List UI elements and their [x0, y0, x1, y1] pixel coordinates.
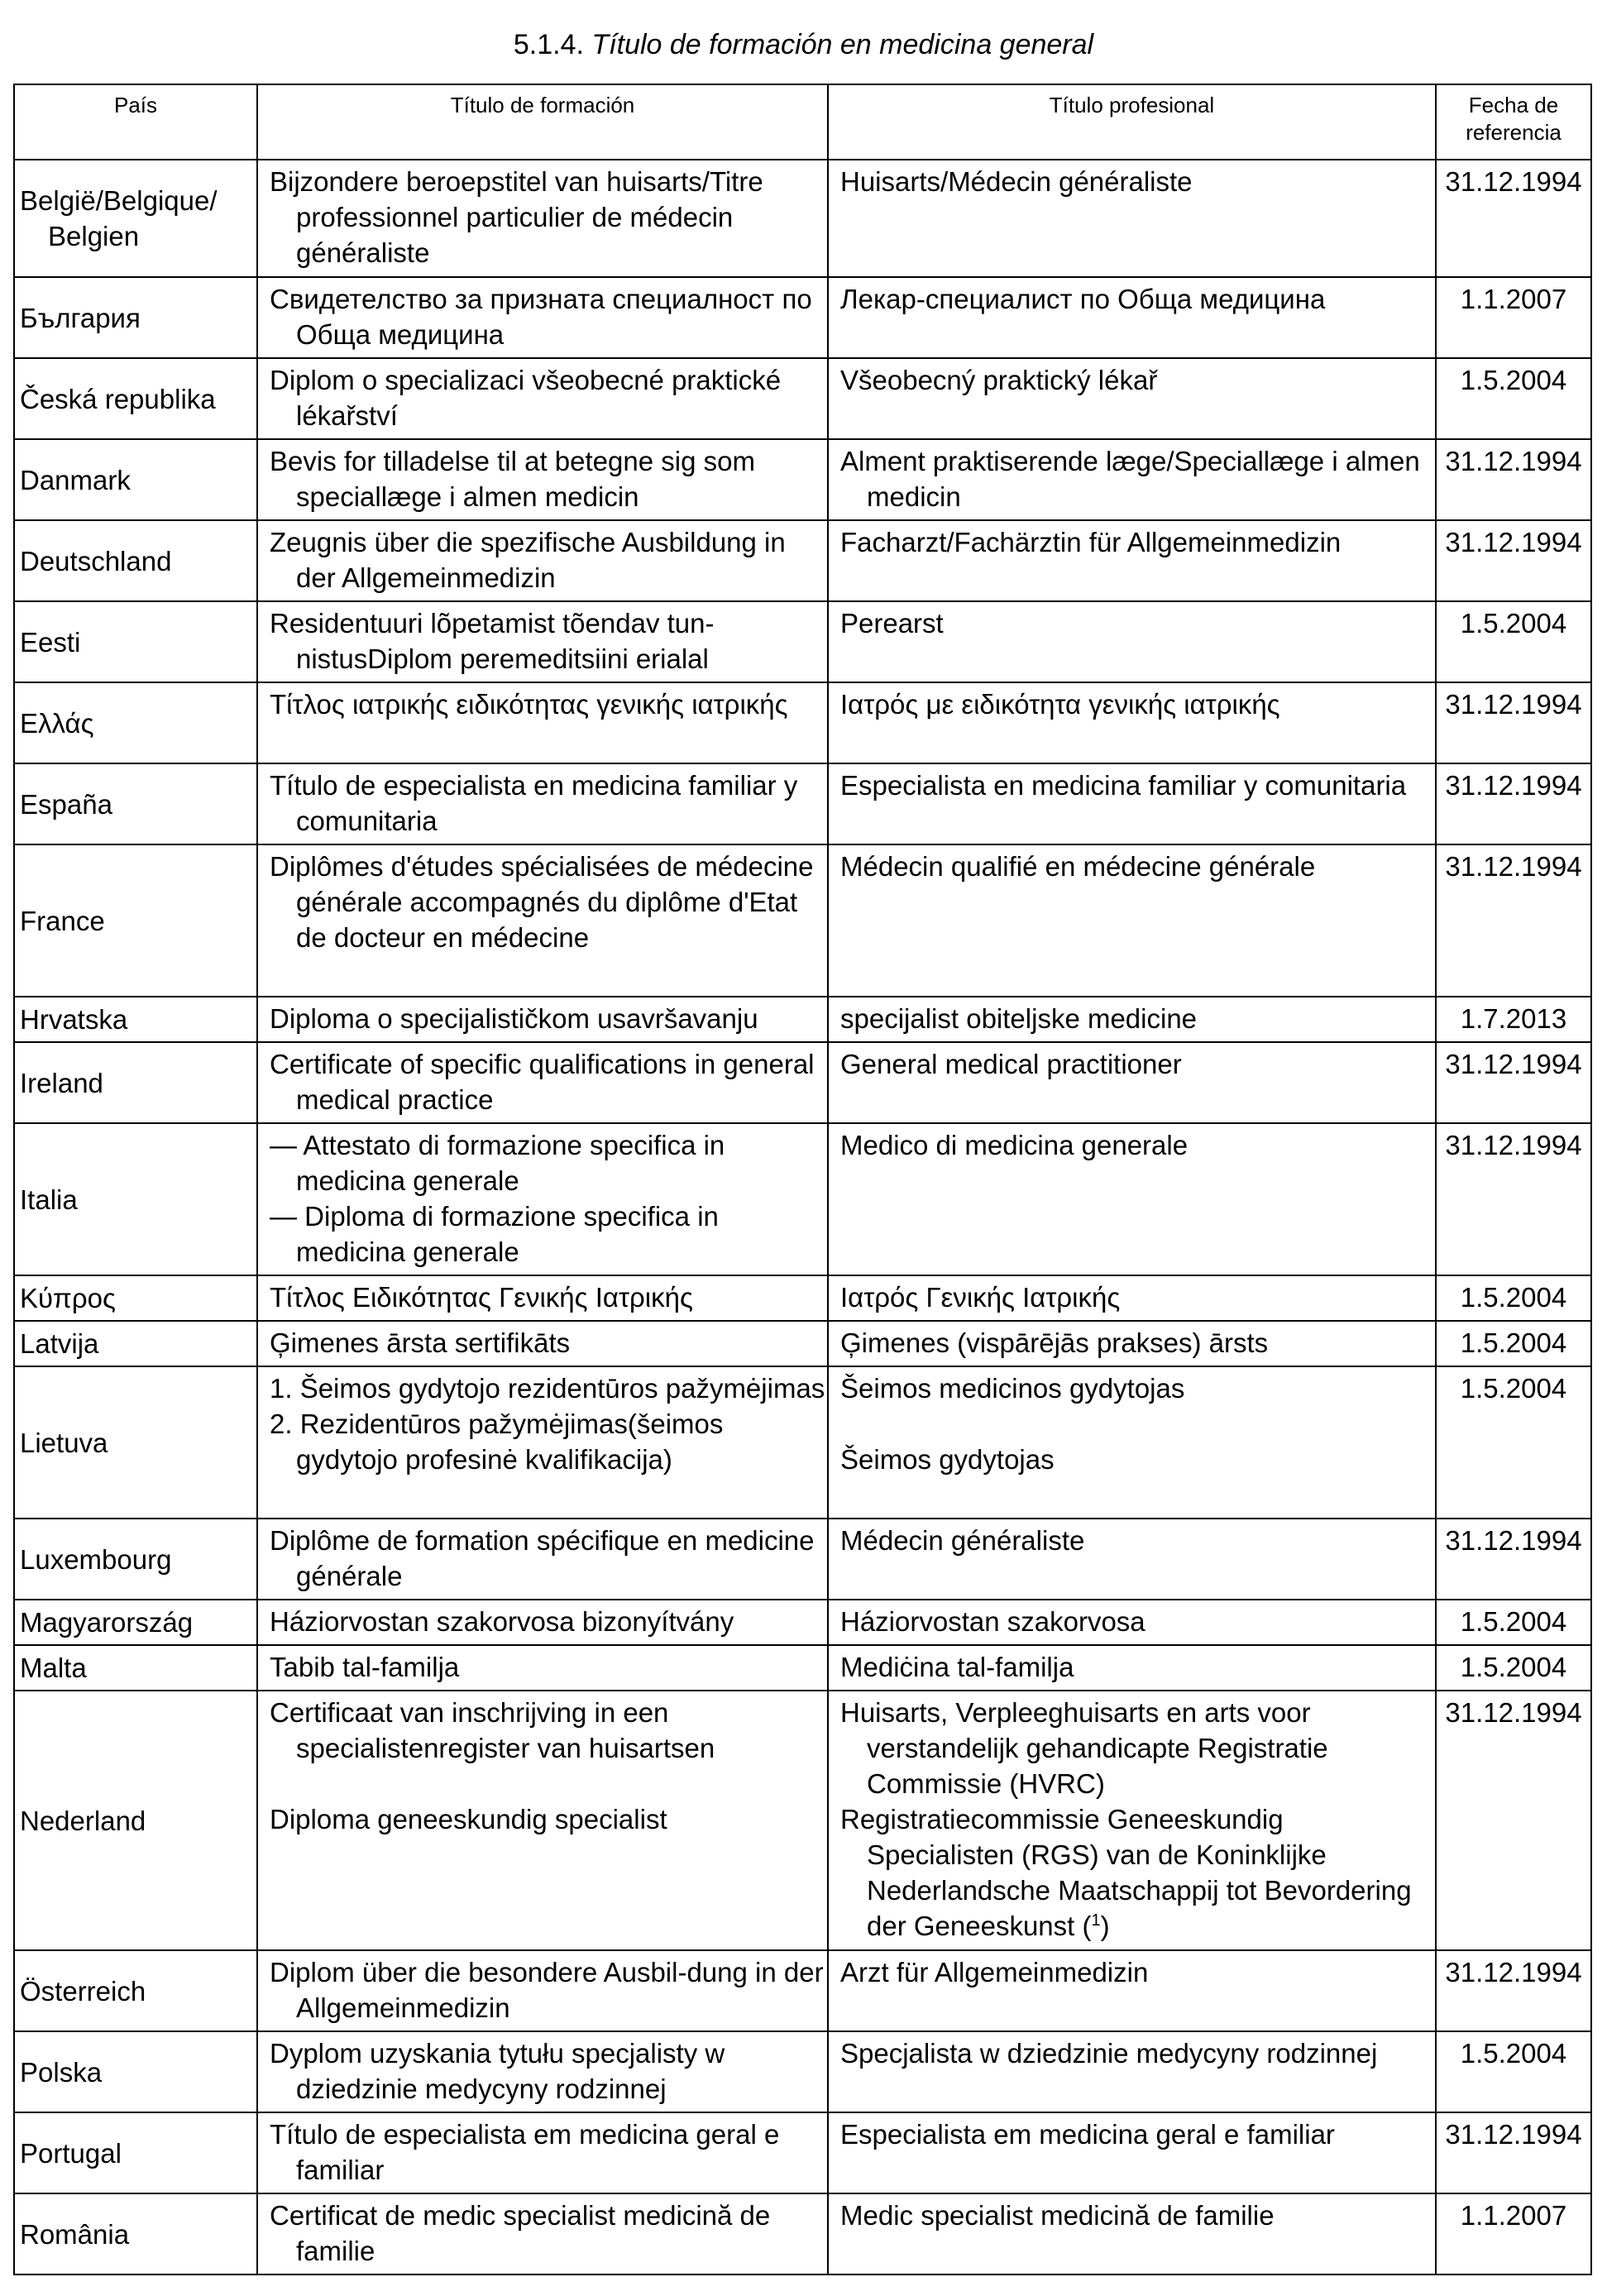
reference-date: 31.12.1994 — [1436, 439, 1591, 520]
table-row — [14, 1600, 1591, 1645]
reference-date: 31.12.1994 — [1436, 520, 1591, 601]
country-cell — [14, 601, 257, 682]
table-row — [14, 2031, 1591, 2112]
professional-title: Ģimenes (vispārējās prakses) ārsts — [840, 1327, 1269, 1358]
table-row — [14, 844, 1591, 997]
table-row — [14, 682, 1591, 763]
country-cell — [14, 439, 257, 520]
table-row — [14, 1123, 1591, 1275]
professional-title-text: Registratiecommissie Geneeskundig Specialisten (RGS) van de Koninklijke Nederlandsche Maatschappij tot Bevordering der Geneeskunst ( — [840, 1804, 1412, 1941]
title-number: 5.1.4. — [513, 29, 584, 60]
qualifications-table — [13, 84, 1592, 2275]
country-cell — [14, 1123, 257, 1275]
header-training: Título de formación — [257, 84, 828, 160]
professional-cell — [828, 2112, 1436, 2193]
country-cell — [14, 997, 257, 1042]
professional-title: Huisarts/Médecin généraliste — [840, 166, 1193, 197]
training-title: Háziorvostan szakorvosa bizonyítvány — [270, 1606, 734, 1637]
reference-date: 31.12.1994 — [1436, 1042, 1591, 1123]
professional-cell — [828, 1042, 1436, 1123]
training-cell — [257, 1321, 828, 1366]
country-cell — [14, 2112, 257, 2193]
country-cell — [14, 277, 257, 358]
training-title-item: 2. Rezidentūros pažymėjimas(šeimos gydytojo profesinė kvalifikacija) — [270, 1409, 724, 1475]
table-row — [14, 358, 1591, 439]
country-cell — [14, 1645, 257, 1691]
training-cell — [257, 1950, 828, 2031]
table-row — [14, 277, 1591, 358]
professional-title: Médecin généraliste — [840, 1525, 1085, 1556]
professional-title: Medico di medicina generale — [840, 1130, 1189, 1160]
table-row — [14, 1519, 1591, 1600]
training-title: Certificat de medic specialist medicină de familie — [270, 2200, 771, 2266]
training-cell — [257, 844, 828, 997]
table-row — [14, 1645, 1591, 1691]
country-name: Eesti — [20, 626, 81, 658]
training-title: Título de especialista em medicina geral e familiar — [270, 2119, 780, 2185]
table-row — [14, 439, 1591, 520]
reference-date: 1.1.2007 — [1436, 2193, 1591, 2274]
reference-date: 1.5.2004 — [1436, 1275, 1591, 1321]
reference-date: 1.5.2004 — [1436, 1645, 1591, 1691]
professional-cell — [828, 277, 1436, 358]
professional-cell — [828, 1950, 1436, 2031]
country-cell — [14, 520, 257, 601]
training-title-item: Diploma geneeskundig specialist — [270, 1804, 667, 1834]
reference-date: 31.12.1994 — [1436, 844, 1591, 997]
professional-title: Alment praktiserende læge/Speciallæge i almen medicin — [840, 446, 1420, 512]
country-name: Luxembourg — [20, 1543, 172, 1575]
country-name: Latvija — [20, 1328, 99, 1359]
training-cell — [257, 682, 828, 763]
professional-cell — [828, 1321, 1436, 1366]
training-title: Tabib tal-familja — [270, 1652, 460, 1682]
professional-title: Arzt für Allgemeinmedizin — [840, 1957, 1149, 1987]
reference-date: 31.12.1994 — [1436, 1519, 1591, 1600]
country-name: Česká republika — [20, 383, 216, 414]
professional-title-item: Šeimos medicinos gydytojas — [840, 1373, 1185, 1404]
country-cell — [14, 1950, 257, 2031]
training-cell — [257, 1519, 828, 1600]
country-name: Österreich — [20, 1975, 146, 2007]
table-row — [14, 763, 1591, 844]
country-name: Malta — [20, 1653, 87, 1683]
training-cell — [257, 1645, 828, 1691]
reference-date: 1.5.2004 — [1436, 2031, 1591, 2112]
reference-date: 1.5.2004 — [1436, 1321, 1591, 1366]
reference-date: 1.7.2013 — [1436, 997, 1591, 1042]
reference-date: 1.1.2007 — [1436, 277, 1591, 358]
training-cell — [257, 763, 828, 844]
training-cell — [257, 1275, 828, 1321]
professional-cell — [828, 439, 1436, 520]
country-name-line2: Belgien — [48, 221, 140, 251]
reference-date: 1.5.2004 — [1436, 601, 1591, 682]
header-row — [14, 84, 1591, 160]
training-title: Diploma o specijalističkom usavršavanju — [270, 1003, 758, 1034]
table-row — [14, 160, 1591, 277]
professional-title: Especialista em medicina geral e familiar — [840, 2119, 1335, 2150]
professional-title: Háziorvostan szakorvosa — [840, 1606, 1145, 1637]
professional-cell — [828, 844, 1436, 997]
professional-title-item — [835, 1801, 1435, 1944]
training-cell — [257, 1600, 828, 1645]
header-country: País — [14, 84, 257, 160]
country-name: România — [20, 2218, 130, 2250]
country-cell — [14, 1519, 257, 1600]
country-name: Polska — [20, 2056, 103, 2088]
country-name: България — [20, 302, 141, 333]
professional-cell — [828, 763, 1436, 844]
reference-date: 31.12.1994 — [1436, 160, 1591, 277]
training-cell — [257, 997, 828, 1042]
professional-cell — [828, 1691, 1436, 1950]
training-cell — [257, 601, 828, 682]
training-title: Dyplom uzyskania tytułu specjalisty w dziedzinie medycyny rodzinnej — [270, 2038, 725, 2104]
country-cell — [14, 844, 257, 997]
training-cell — [257, 1691, 828, 1950]
country-name: Ireland — [20, 1067, 103, 1098]
training-title: Ģimenes ārsta sertifikāts — [270, 1327, 571, 1358]
country-name: Ελλάς — [20, 707, 94, 739]
table-row — [14, 2112, 1591, 2193]
header-professional: Título profesional — [828, 84, 1436, 160]
training-cell — [257, 1123, 828, 1275]
training-cell — [257, 1366, 828, 1519]
professional-cell — [828, 2031, 1436, 2112]
training-title: Certificate of specific qualifications in general medical practice — [270, 1049, 815, 1115]
country-cell — [14, 1600, 257, 1645]
professional-title: Perearst — [840, 608, 944, 639]
table-row — [14, 997, 1591, 1042]
footnote-close: ) — [1100, 1911, 1110, 1941]
professional-cell — [828, 1123, 1436, 1275]
training-title: Diplômes d'études spécialisées de médecine générale accompagnés du diplôme d'Etat de docteur en médecine — [270, 851, 814, 953]
country-cell — [14, 358, 257, 439]
professional-cell — [828, 1275, 1436, 1321]
professional-title: Especialista en medicina familiar y comunitaria — [840, 770, 1407, 801]
reference-date: 31.12.1994 — [1436, 763, 1591, 844]
professional-title: specijalist obiteljske medicine — [840, 1003, 1198, 1034]
reference-date: 31.12.1994 — [1436, 1950, 1591, 2031]
country-name: France — [20, 905, 105, 936]
country-name: Italia — [20, 1184, 78, 1215]
table-row — [14, 2193, 1591, 2274]
training-title: Τίτλος ιατρικής ειδικότητας γενικής ιατρικής — [270, 689, 788, 720]
professional-cell — [828, 1519, 1436, 1600]
country-cell — [14, 682, 257, 763]
professional-cell — [828, 1366, 1436, 1519]
training-title-item: — Attestato di formazione specifica in medicina generale — [270, 1130, 725, 1196]
header-date-line1: Fecha de — [1468, 93, 1559, 117]
professional-title: Specjalista w dziedzinie medycyny rodzinnej — [840, 2038, 1378, 2069]
footnote-reference: 1 — [1091, 1911, 1101, 1930]
training-title: Diplôme de formation spécifique en medicine générale — [270, 1525, 815, 1591]
training-title: Diplom o specializaci všeobecné praktické lékařství — [270, 365, 782, 431]
country-cell — [14, 160, 257, 277]
professional-cell — [828, 682, 1436, 763]
training-cell — [257, 439, 828, 520]
table-row — [14, 1321, 1591, 1366]
professional-cell — [828, 160, 1436, 277]
country-cell — [14, 1366, 257, 1519]
country-name: Danmark — [20, 464, 131, 495]
professional-title: Medic specialist medicină de familie — [840, 2200, 1275, 2231]
country-name: España — [20, 788, 112, 820]
professional-cell — [828, 520, 1436, 601]
professional-title-item: Šeimos gydytojas — [840, 1444, 1055, 1475]
reference-date: 1.5.2004 — [1436, 358, 1591, 439]
professional-cell — [828, 997, 1436, 1042]
line-spacer — [265, 1766, 827, 1801]
professional-title: General medical practitioner — [840, 1049, 1182, 1079]
professional-title-item: Huisarts, Verpleeghuisarts en arts voor verstandelijk gehandicapte Registratie Commissie (HVRC) — [840, 1697, 1328, 1799]
line-spacer — [835, 1406, 1435, 1442]
training-title-item: 1. Šeimos gydytojo rezidentūros pažymėjimas — [270, 1373, 825, 1404]
reference-date: 31.12.1994 — [1436, 1123, 1591, 1275]
professional-title: Ιατρός Γενικής Ιατρικής — [840, 1282, 1121, 1313]
header-date-line2: referencia — [1466, 120, 1562, 145]
training-cell — [257, 160, 828, 277]
professional-title: Všeobecný praktický lékař — [840, 365, 1158, 395]
professional-title: Ιατρός με ειδικότητα γενικής ιατρικής — [840, 689, 1280, 720]
training-title: Bevis for tilladelse til at betegne sig som speciallæge i almen medicin — [270, 446, 755, 512]
table-row — [14, 1366, 1591, 1519]
training-cell — [257, 358, 828, 439]
country-name: Lietuva — [20, 1427, 108, 1458]
training-cell — [257, 2112, 828, 2193]
reference-date: 1.5.2004 — [1436, 1366, 1591, 1519]
title-text: Título de formación en medicina general — [591, 29, 1094, 60]
country-cell — [14, 2031, 257, 2112]
professional-title: Facharzt/Fachärztin für Allgemeinmedizin — [840, 527, 1342, 557]
training-title-item: — Diploma di formazione specifica in medicina generale — [270, 1201, 719, 1267]
country-name: Deutschland — [20, 545, 172, 576]
training-title: Diplom über die besondere Ausbil-dung in der Allgemeinmedizin — [270, 1957, 824, 2023]
table-row — [14, 601, 1591, 682]
professional-cell — [828, 1600, 1436, 1645]
training-cell — [257, 2031, 828, 2112]
country-name: Hrvatska — [20, 1004, 128, 1035]
table-row — [14, 1275, 1591, 1321]
country-name: Portugal — [20, 2137, 122, 2169]
training-cell — [257, 1042, 828, 1123]
country-cell — [14, 1042, 257, 1123]
training-cell — [257, 2193, 828, 2274]
country-name: Magyarország — [20, 1607, 194, 1638]
training-title: Bijzondere beroepstitel van huisarts/Titre professionnel particulier de médecin généraliste — [270, 166, 763, 268]
country-name: België/Belgique/ — [20, 185, 218, 216]
training-title: Свидетелство за призната специалност по Обща медицина — [270, 284, 812, 350]
header-date — [1436, 84, 1591, 160]
country-cell — [14, 1321, 257, 1366]
professional-cell — [828, 358, 1436, 439]
country-name: Nederland — [20, 1805, 146, 1836]
professional-title: Médecin qualifié en médecine générale — [840, 851, 1316, 882]
country-cell — [14, 763, 257, 844]
reference-date: 31.12.1994 — [1436, 2112, 1591, 2193]
page-title — [0, 26, 1607, 63]
country-cell — [14, 1275, 257, 1321]
training-cell — [257, 520, 828, 601]
training-title: Τίτλος Ειδικότητας Γενικής Ιατρικής — [270, 1282, 693, 1313]
reference-date: 31.12.1994 — [1436, 1691, 1591, 1950]
professional-cell — [828, 2193, 1436, 2274]
reference-date: 31.12.1994 — [1436, 682, 1591, 763]
training-title: Residentuuri lõpetamist tõendav tun-nistusDiplom peremeditsiini erialal — [270, 608, 715, 674]
professional-cell — [828, 601, 1436, 682]
table-row — [14, 520, 1591, 601]
country-cell — [14, 1691, 257, 1950]
training-cell — [257, 277, 828, 358]
professional-title: Лекар-специалист по Обща медицина — [840, 284, 1326, 314]
country-name: Κύπρος — [20, 1283, 116, 1313]
table-row — [14, 1950, 1591, 2031]
table-row — [14, 1691, 1591, 1950]
training-title-item: Certificaat van inschrijving in een specialistenregister van huisartsen — [270, 1697, 715, 1763]
training-title: Zeugnis über die spezifische Ausbildung in der Allgemeinmedizin — [270, 527, 786, 593]
country-cell — [14, 2193, 257, 2274]
professional-title: Mediċina tal-familja — [840, 1652, 1074, 1682]
table-row — [14, 1042, 1591, 1123]
training-title: Título de especialista en medicina familiar y comunitaria — [270, 770, 798, 836]
professional-cell — [828, 1645, 1436, 1691]
reference-date: 1.5.2004 — [1436, 1600, 1591, 1645]
